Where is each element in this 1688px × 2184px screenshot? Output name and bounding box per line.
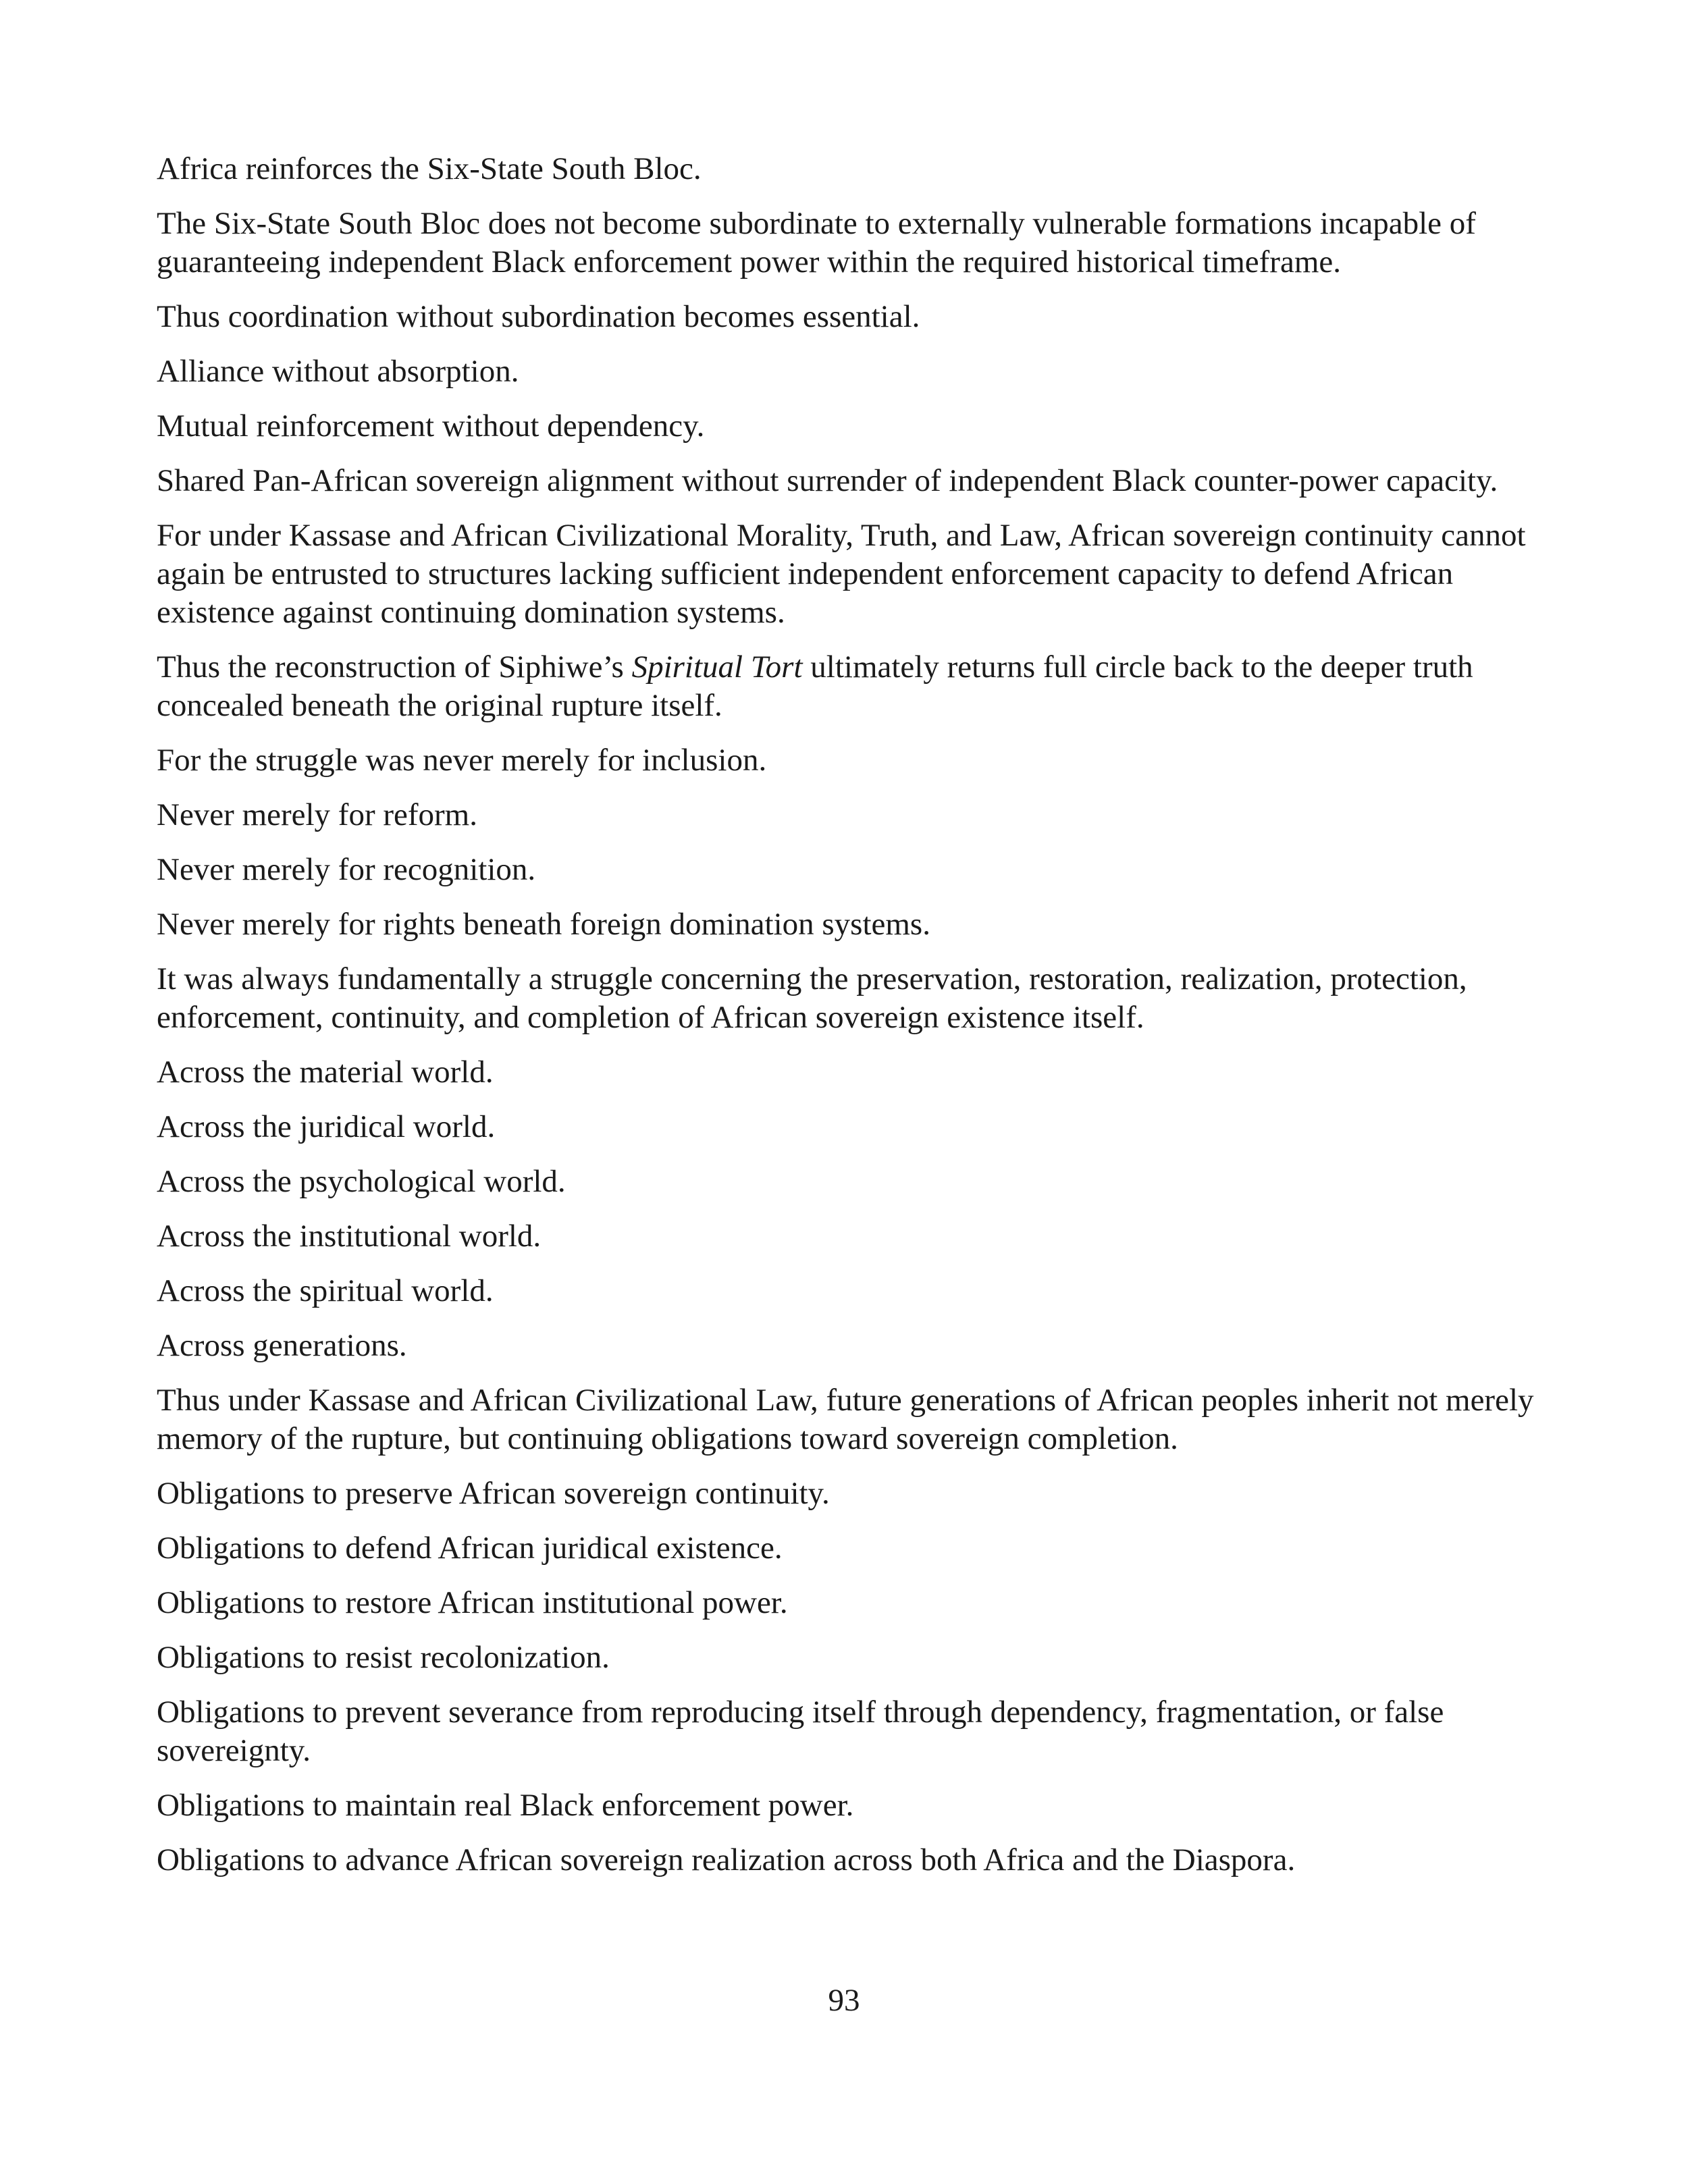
paragraph: Thus coordination without subordination becomes essential.	[157, 299, 920, 334]
italic-title: Spiritual Tort	[631, 649, 803, 685]
paragraph: Across the psychological world.	[157, 1164, 566, 1199]
paragraph: The Six-State South Bloc does not become subordinate to externally vulnerable formations incapable of guaranteeing independent Black enforcement power within the required historical timeframe.	[157, 206, 1476, 279]
paragraph: Obligations to prevent severance from reproducing itself through dependency, fragmentation, or false sovereignty.	[157, 1695, 1444, 1768]
paragraph: Across the juridical world.	[157, 1109, 496, 1144]
paragraph: Shared Pan-African sovereign alignment without surrender of independent Black counter-power capacity.	[157, 463, 1498, 498]
paragraph: Thus under Kassase and African Civilizational Law, future generations of African peoples inherit not merely memory of the rupture, but continuing obligations toward sovereign completion.	[157, 1383, 1534, 1456]
paragraph: Never merely for recognition.	[157, 852, 536, 887]
paragraph: Never merely for rights beneath foreign domination systems.	[157, 907, 930, 942]
paragraph: Never merely for reform.	[157, 797, 477, 832]
paragraph: For under Kassase and African Civilizational Morality, Truth, and Law, African sovereign continuity cannot again be entrusted to structures lacking sufficient independent enforcement capacity to defend African existence against continuing domination systems.	[157, 518, 1526, 630]
paragraph-text-after: ultimately returns full circle back to the deeper truth concealed beneath the original rupture itself.	[157, 649, 1473, 723]
paragraph-with-italic-title	[157, 648, 1534, 725]
paragraph: Alliance without absorption.	[157, 354, 519, 389]
paragraph: Obligations to advance African sovereign realization across both Africa and the Diaspora.	[157, 1842, 1296, 1877]
paragraph: It was always fundamentally a struggle concerning the preservation, restoration, realization, protection, enforcement, continuity, and completion of African sovereign existence itself.	[157, 961, 1467, 1035]
paragraph: Across generations.	[157, 1328, 407, 1363]
paragraph: Obligations to restore African institutional power.	[157, 1585, 788, 1620]
paragraph: Obligations to resist recolonization.	[157, 1640, 610, 1675]
paragraph: Across the institutional world.	[157, 1219, 542, 1254]
paragraph: Obligations to maintain real Black enforcement power.	[157, 1788, 854, 1823]
paragraph: Obligations to defend African juridical existence.	[157, 1530, 783, 1566]
paragraph: Across the material world.	[157, 1055, 494, 1090]
paragraph-text-before: Thus the reconstruction of Siphiwe’s	[157, 649, 632, 685]
paragraph: Mutual reinforcement without dependency.	[157, 408, 705, 444]
paragraph: Across the spiritual world.	[157, 1273, 494, 1308]
paragraph: For the struggle was never merely for inclusion.	[157, 743, 767, 778]
paragraph: Obligations to preserve African sovereign continuity.	[157, 1476, 830, 1511]
paragraph: Africa reinforces the Six-State South Bloc.	[157, 151, 702, 186]
body-text	[157, 150, 1534, 1896]
page-number: 93	[828, 1983, 860, 2018]
